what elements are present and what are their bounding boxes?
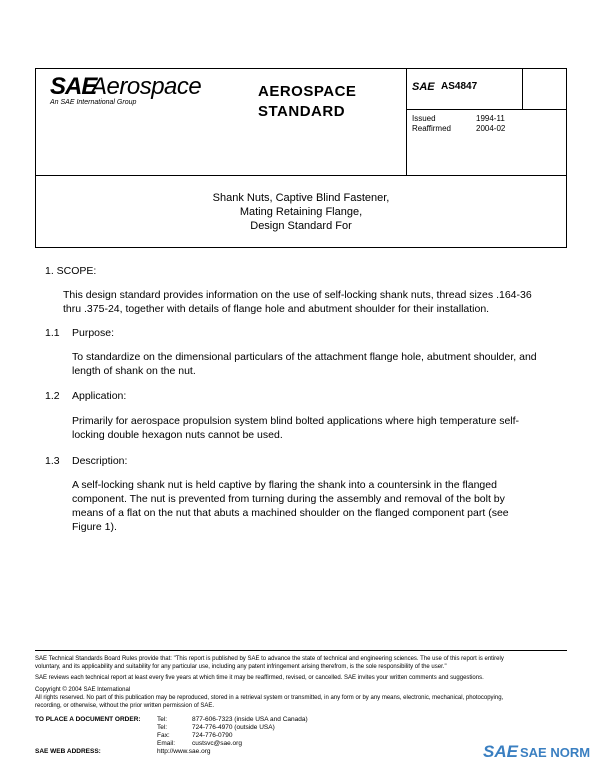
- order-label: TO PLACE A DOCUMENT ORDER:: [35, 716, 141, 723]
- title-line-1: Shank Nuts, Captive Blind Fastener,: [212, 192, 390, 204]
- title-box: [35, 176, 567, 248]
- reaffirmed-label: Reaffirmed: [412, 124, 451, 133]
- doc-sae-mark: SAE: [412, 81, 435, 93]
- footer-rights-1: All rights reserved. No part of this publication may be reproduced, stored in a retrieval system or transmitted, in any form or by any means, electronic, mechanical, photocopying,: [35, 695, 504, 701]
- logo-subtitle: An SAE International Group: [50, 99, 137, 106]
- application-text-1: Primarily for aerospace propulsion system blind bolted applications where high temperature self-: [72, 415, 520, 427]
- application-text-2: locking double hexagon nuts cannot be used.: [72, 429, 283, 441]
- header-rule: [406, 109, 566, 110]
- standard-type: [258, 82, 356, 122]
- watermark-sae-norm: SAE NORM: [520, 745, 591, 760]
- sae-logo: SAE: [50, 73, 97, 100]
- fax-value: 724-776-0790: [192, 732, 233, 739]
- footer-rights-2: recording, or otherwise, without the prior written permission of SAE.: [35, 703, 215, 709]
- email-value[interactable]: custsvc@sae.org: [192, 740, 242, 747]
- footer-copyright: Copyright © 2004 SAE International: [35, 687, 131, 693]
- header-divider-right: [522, 69, 523, 109]
- title-line-2: Mating Retaining Flange,: [239, 206, 363, 218]
- scope-text-1: This design standard provides information on the use of self-locking shank nuts, thread sizes .164-36: [63, 289, 532, 301]
- purpose-heading: Purpose:: [72, 327, 115, 339]
- reaffirmed-value: 2004-02: [476, 124, 506, 133]
- header-divider: [406, 69, 407, 175]
- scope-heading: 1. SCOPE:: [45, 265, 97, 277]
- tel2-value: 724-776-4970 (outside USA): [192, 724, 275, 731]
- application-heading: Application:: [72, 390, 127, 402]
- footer-review: SAE reviews each technical report at least every five years at which time it may be reaffirmed, revised, or cancelled. SAE invites your written comments and suggestions.: [35, 675, 484, 681]
- description-text-1: A self-locking shank nut is held captive by flaring the shank into a countersink in the flanged: [72, 479, 497, 491]
- description-text-2: component. The nut is prevented from turning during the assembly and removal of the bolt by: [72, 493, 505, 505]
- application-number: 1.2: [45, 390, 60, 402]
- issued-value: 1994-11: [476, 114, 505, 123]
- aerospace-logo-text: Aerospace: [91, 73, 202, 100]
- purpose-text-1: To standardize on the dimensional particulars of the attachment flange hole, abutment shoulder, and: [72, 351, 537, 363]
- footer-rule: [35, 650, 567, 651]
- description-heading: Description:: [72, 455, 128, 467]
- email-label: Email:: [157, 740, 176, 747]
- footer-rules-1: SAE Technical Standards Board Rules provide that: "This report is published by SAE to advance the state of technical and engineering sciences. The use of this report is entirely: [35, 656, 504, 662]
- web-label: SAE WEB ADDRESS:: [35, 748, 101, 755]
- fax-label: Fax:: [157, 732, 170, 739]
- purpose-number: 1.1: [45, 327, 60, 339]
- header-box: [35, 68, 567, 176]
- tel-value: 877-606-7323 (inside USA and Canada): [192, 716, 308, 723]
- tel-label: Tel:: [157, 716, 168, 723]
- scope-text-2: thru .375-24, together with details of flange hole and abutment shoulder for their installation.: [63, 303, 490, 315]
- description-text-4: Figure 1).: [72, 521, 117, 533]
- issued-label: Issued: [412, 114, 436, 123]
- description-text-3: means of a flat on the nut that abuts a machined shoulder on the flanged component part (see: [72, 507, 509, 519]
- web-value[interactable]: http://www.sae.org: [157, 748, 211, 755]
- standard-type-line2: STANDARD: [258, 103, 346, 120]
- purpose-text-2: length of shank on the nut.: [72, 365, 196, 377]
- doc-number: AS4847: [441, 81, 478, 92]
- tel2-label: Tel:: [157, 724, 168, 731]
- description-number: 1.3: [45, 455, 60, 467]
- footer-rules-2: voluntary, and its applicability and suitability for any particular use, including any patent infringement arising therefrom, is the sole responsibility of the user.": [35, 664, 447, 670]
- watermark-sae-mark: SAE: [483, 742, 518, 761]
- title-line-3: Design Standard For: [250, 220, 352, 232]
- standard-type-line1: AEROSPACE: [258, 83, 357, 100]
